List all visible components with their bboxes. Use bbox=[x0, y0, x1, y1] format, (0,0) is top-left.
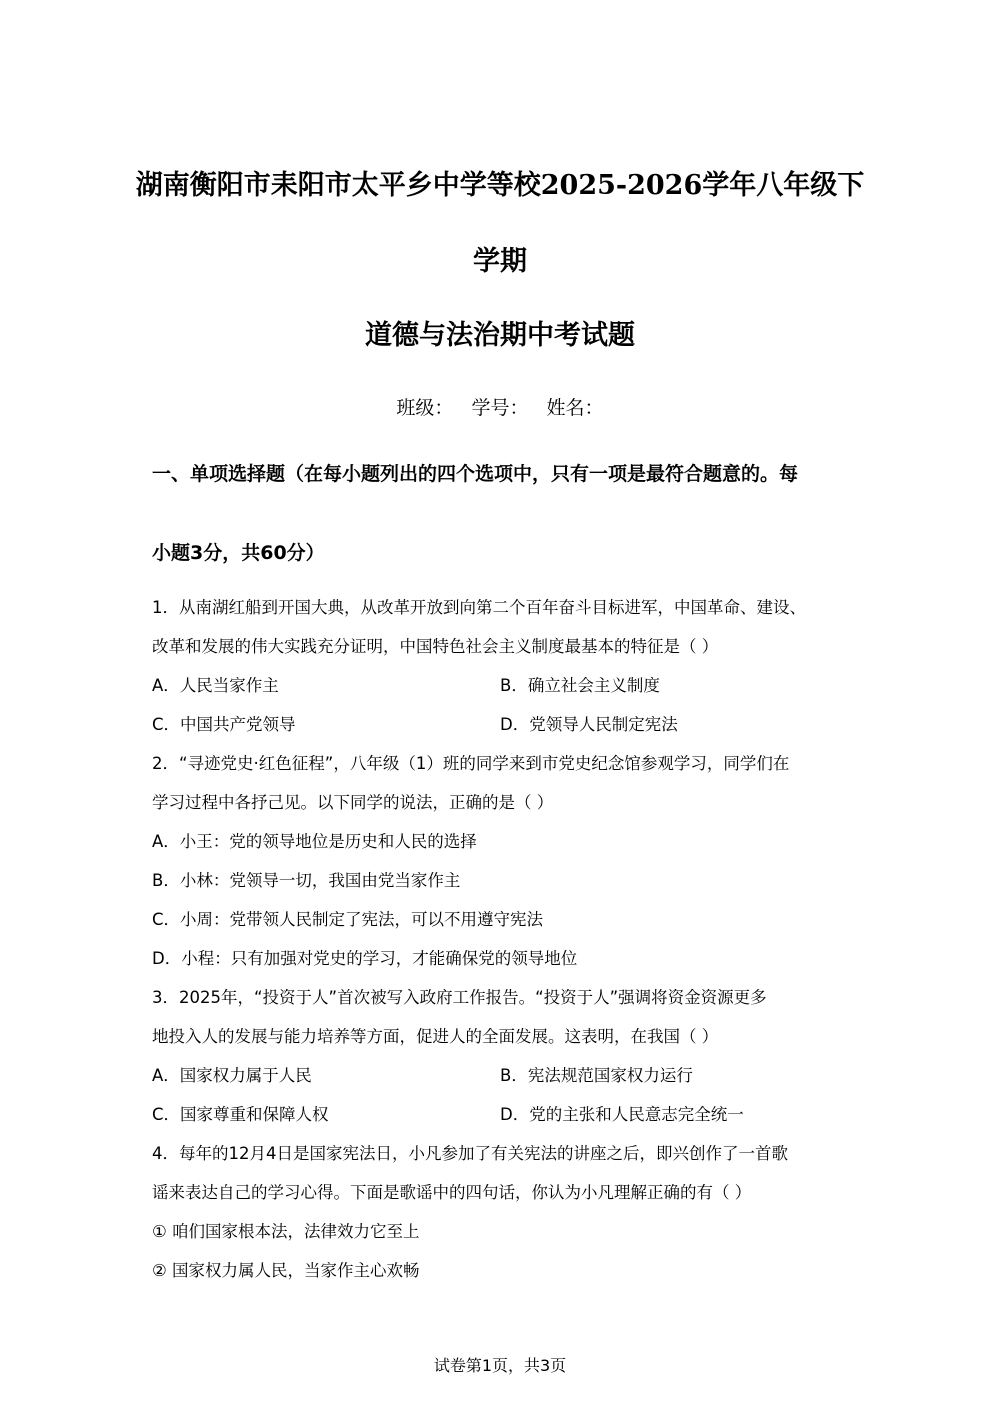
question-1-stem-line2: 改革和发展的伟大实践充分证明，中国特色社会主义制度最基本的特征是（ ） bbox=[152, 637, 719, 656]
section-heading-line2: 小题3分，共60分） bbox=[152, 542, 325, 564]
question-3-option-b: B．宪法规范国家权力运行 bbox=[500, 1066, 693, 1085]
question-1-option-d: D．党领导人民制定宪法 bbox=[500, 715, 678, 734]
section-heading-line1: 一、单项选择题（在每小题列出的四个选项中，只有一项是最符合题意的。每 bbox=[152, 463, 799, 485]
question-4-stem-line2: 谣来表达自己的学习心得。下面是歌谣中的四句话，你认为小凡理解正确的有（ ） bbox=[152, 1183, 752, 1202]
class-label: 班级： bbox=[396, 397, 454, 419]
question-3-option-a: A．国家权力属于人民 bbox=[152, 1066, 312, 1085]
question-2-option-c: C．小周：党带领人民制定了宪法，可以不用遵守宪法 bbox=[152, 910, 544, 929]
question-1-option-a: A．人民当家作主 bbox=[152, 676, 279, 695]
question-2-stem-line1: 2．“寻迹党史·红色征程”，八年级（1）班的同学来到市党史纪念馆参观学习，同学们在 bbox=[152, 754, 790, 773]
student-number-label: 学号： bbox=[471, 397, 529, 419]
question-3-option-c: C．国家尊重和保障人权 bbox=[152, 1105, 329, 1124]
question-3-option-d: D．党的主张和人民意志完全统一 bbox=[500, 1105, 744, 1124]
question-1-stem-line1: 1．从南湖红船到开国大典，从改革开放到向第二个百年奋斗目标进军，中国革命、建设、 bbox=[152, 598, 806, 617]
question-1-option-b: B．确立社会主义制度 bbox=[500, 676, 660, 695]
question-1-option-c: C．中国共产党领导 bbox=[152, 715, 296, 734]
student-name-label: 姓名： bbox=[546, 397, 604, 419]
exam-subtitle: 道德与法治期中考试题 bbox=[365, 320, 635, 351]
question-2-stem-line2: 学习过程中各抒己见。以下同学的说法，正确的是（ ） bbox=[152, 793, 554, 812]
question-2-option-a: A．小王：党的领导地位是历史和人民的选择 bbox=[152, 832, 477, 851]
exam-title-line2: 学期 bbox=[473, 246, 527, 277]
question-2-option-d: D．小程：只有加强对党史的学习，才能确保党的领导地位 bbox=[152, 949, 578, 968]
question-2-option-b: B．小林：党领导一切，我国由党当家作主 bbox=[152, 871, 461, 890]
student-info-row bbox=[0, 396, 1000, 420]
question-4-item-1: ① 咱们国家根本法，法律效力它至上 bbox=[152, 1222, 420, 1241]
question-3-stem-line1: 3．2025年，“投资于人”首次被写入政府工作报告。“投资于人”强调将资金资源更多 bbox=[152, 988, 767, 1007]
question-4-item-2: ② 国家权力属人民，当家作主心欢畅 bbox=[152, 1261, 420, 1280]
page-footer: 试卷第1页，共3页 bbox=[433, 1356, 567, 1375]
question-3-stem-line2: 地投入人的发展与能力培养等方面，促进人的全面发展。这表明，在我国（ ） bbox=[152, 1027, 719, 1046]
question-4-stem-line1: 4．每年的12月4日是国家宪法日，小凡参加了有关宪法的讲座之后，即兴创作了一首歌 bbox=[152, 1144, 788, 1163]
exam-title-line1: 湖南衡阳市耒阳市太平乡中学等校2025-2026学年八年级下 bbox=[135, 170, 865, 201]
